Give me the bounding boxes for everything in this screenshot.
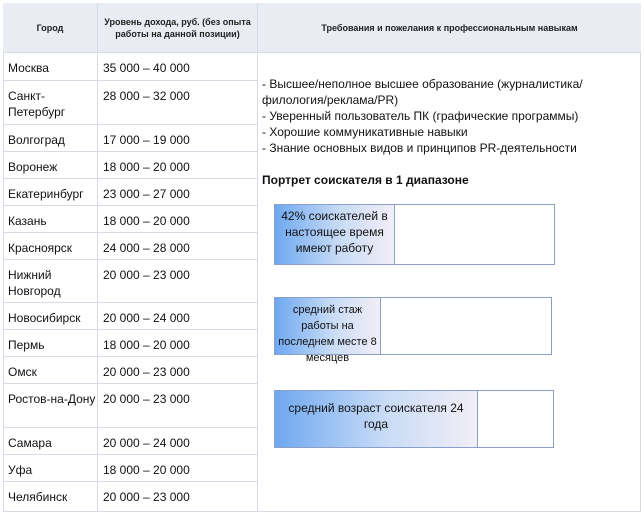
city-cell: Ростов-на-Дону (8, 392, 96, 406)
city-cell: Самара (8, 436, 52, 450)
requirement-item: - Уверенный пользователь ПК (графические программы) (262, 109, 579, 123)
city-income-rows (3, 53, 257, 509)
income-cell: 28 000 – 32 000 (103, 89, 190, 103)
table-row (3, 428, 257, 455)
portrait-title: Портрет соискателя в 1 диапазоне (262, 173, 469, 187)
city-cell: Санкт-Петербург (8, 89, 66, 119)
table-row (3, 260, 257, 303)
bar-label: 42% соискателей в настоящее время имеют работу (281, 209, 388, 255)
requirement-item: - Хорошие коммуникативные навыки (262, 125, 468, 139)
income-cell: 20 000 – 23 000 (103, 392, 190, 406)
income-cell: 35 000 – 40 000 (103, 61, 190, 75)
table-row (3, 455, 257, 482)
income-cell: 20 000 – 23 000 (103, 268, 190, 282)
bar-label: средний возраст соискателя 24 года (288, 401, 464, 431)
city-cell: Волгоград (8, 133, 65, 147)
table-row (3, 482, 257, 509)
table-row (3, 233, 257, 260)
income-cell: 18 000 – 20 000 (103, 463, 190, 477)
table-row (3, 125, 257, 152)
income-cell: 20 000 – 23 000 (103, 490, 190, 504)
city-cell: Казань (8, 214, 47, 228)
city-cell: Нижний Новгород (8, 268, 61, 298)
table-row (3, 81, 257, 125)
city-cell: Новосибирск (8, 311, 81, 325)
city-cell: Омск (8, 365, 37, 379)
requirements-list (262, 76, 632, 156)
income-cell: 20 000 – 24 000 (103, 436, 190, 450)
requirement-item: - Высшее/неполное высшее образование (журналистика/филология/реклама/PR) (262, 77, 583, 107)
income-cell: 18 000 – 20 000 (103, 214, 190, 228)
city-cell: Воронеж (8, 160, 58, 174)
income-cell: 20 000 – 24 000 (103, 311, 190, 325)
city-cell: Челябинск (8, 490, 68, 504)
table-row (3, 206, 257, 233)
header-requirements: Требования и пожелания к профессиональным навыкам (257, 3, 641, 53)
city-cell: Уфа (8, 463, 33, 477)
city-cell: Пермь (8, 338, 45, 352)
work-experience-bar (274, 297, 552, 364)
table-row (3, 53, 257, 81)
table-row (3, 179, 257, 206)
city-cell: Екатеринбург (8, 187, 84, 201)
requirement-item: - Знание основных видов и принципов PR-деятельности (262, 141, 577, 155)
table-row (3, 303, 257, 330)
income-cell: 18 000 – 20 000 (103, 338, 190, 352)
column-divider (257, 53, 258, 512)
income-cell: 24 000 – 28 000 (103, 241, 190, 255)
income-cell: 18 000 – 20 000 (103, 160, 190, 174)
income-cell: 20 000 – 23 000 (103, 365, 190, 379)
city-cell: Москва (8, 61, 49, 75)
average-age-bar (274, 390, 554, 448)
table-row (3, 384, 257, 428)
income-cell: 17 000 – 19 000 (103, 133, 190, 147)
income-cell: 23 000 – 27 000 (103, 187, 190, 201)
header-city: Город (3, 3, 97, 53)
header-income: Уровень дохода, руб. (без опыта работы на данной позиции) (97, 3, 257, 53)
bar-label: средний стаж работы на последнем месте 8 месяцев (278, 304, 377, 364)
table-row (3, 330, 257, 357)
table-row (3, 357, 257, 384)
employed-share-bar (274, 204, 555, 265)
city-cell: Красноярск (8, 241, 73, 255)
table-row (3, 152, 257, 179)
